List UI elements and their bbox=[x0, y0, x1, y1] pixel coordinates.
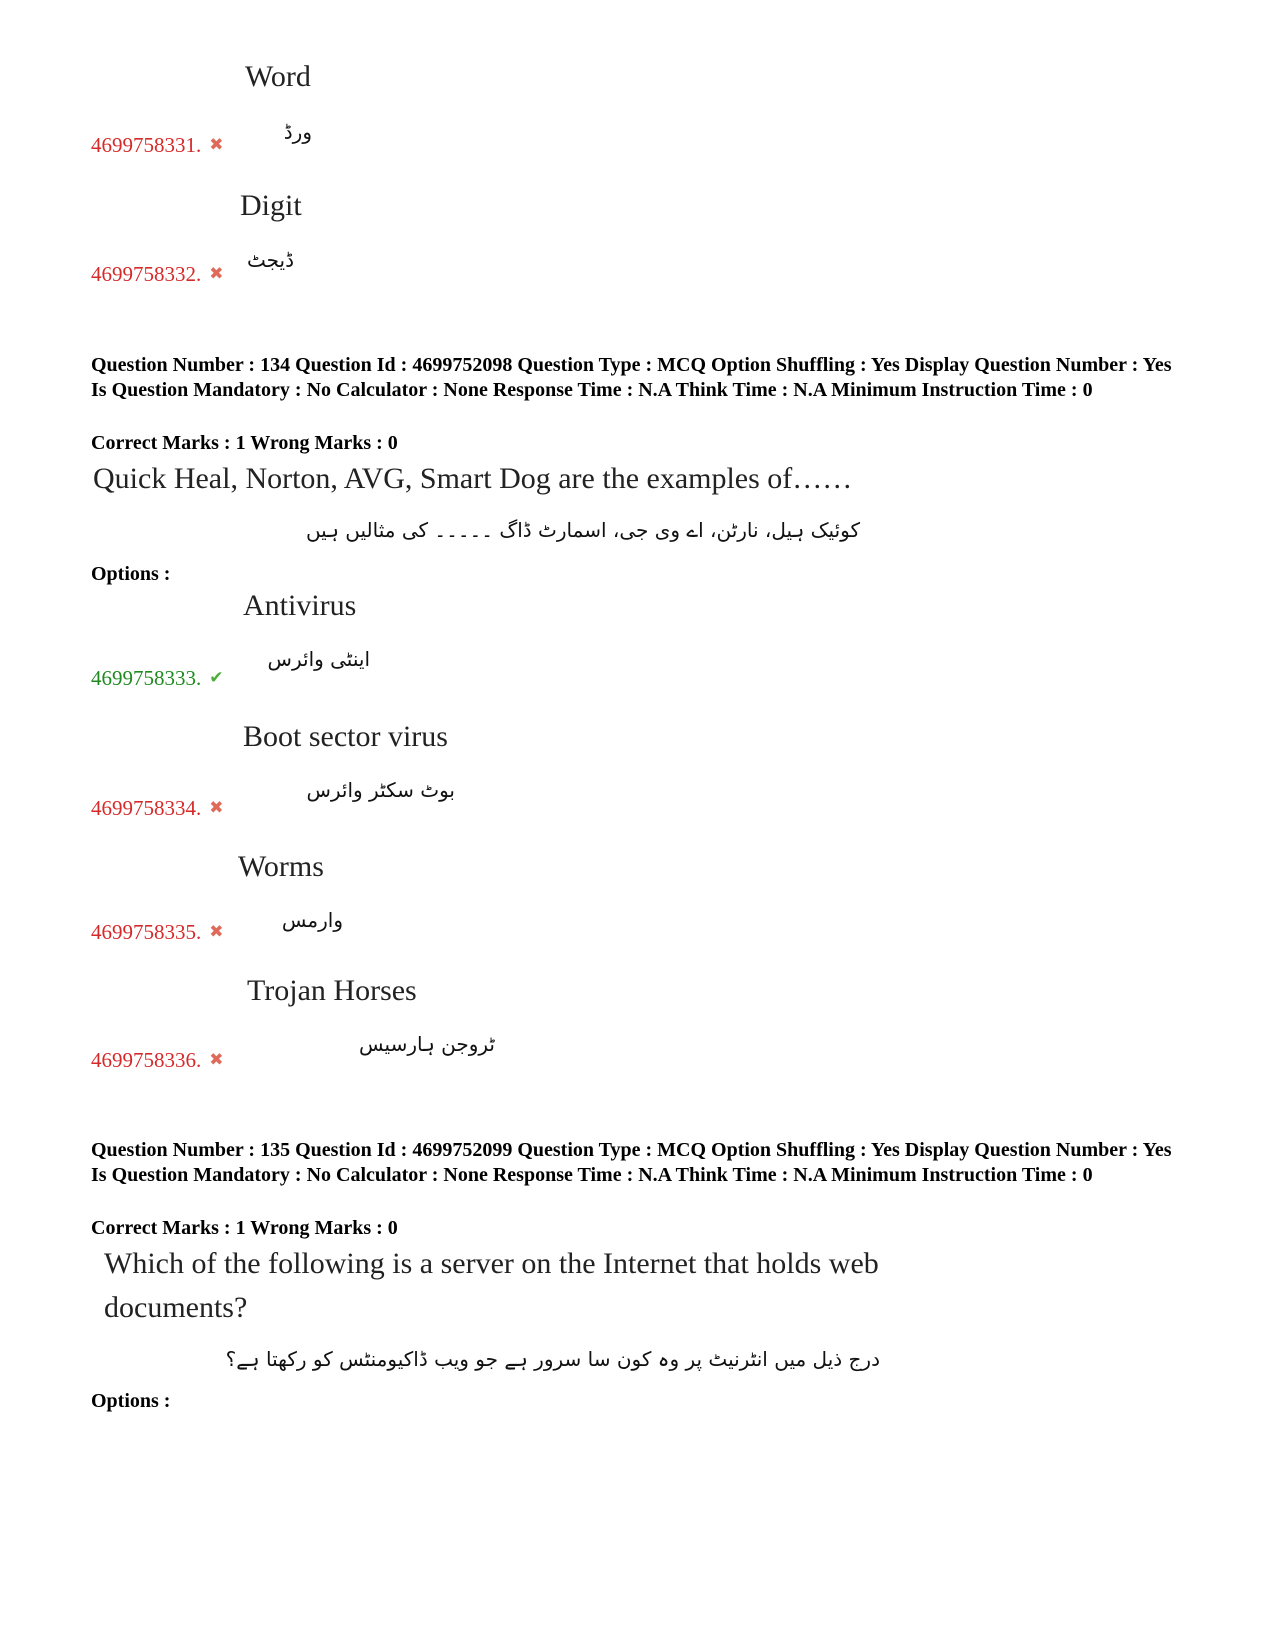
option-id-text: 4699758332. bbox=[91, 262, 202, 286]
option-text-en: Trojan Horses bbox=[247, 974, 417, 1007]
option-id bbox=[91, 666, 224, 690]
option-text-ur: ورڈ bbox=[283, 120, 312, 144]
question-marks: Correct Marks : 1 Wrong Marks : 0 bbox=[91, 432, 398, 454]
question-text-en: Which of the following is a server on the Internet that holds web documents? bbox=[104, 1247, 879, 1324]
wrong-mark-icon: ✖ bbox=[209, 264, 224, 283]
question-text-en: Quick Heal, Norton, AVG, Smart Dog are the examples of…… bbox=[93, 462, 853, 495]
option-text-ur: ٹروجن ہارسیس bbox=[359, 1032, 495, 1056]
options-label: Options : bbox=[91, 563, 171, 585]
option-id bbox=[91, 262, 224, 286]
option-text-ur: ڈیجٹ bbox=[246, 248, 294, 272]
option-id bbox=[91, 920, 224, 944]
options-label: Options : bbox=[91, 1390, 171, 1412]
wrong-mark-icon: ✖ bbox=[209, 135, 224, 154]
option-text-ur: وارمس bbox=[281, 908, 343, 932]
correct-mark-icon: ✔ bbox=[209, 668, 224, 687]
option-id-text: 4699758335. bbox=[91, 920, 202, 944]
option-text-en: Boot sector virus bbox=[243, 720, 448, 753]
option-text-en: Antivirus bbox=[243, 589, 357, 622]
option-text-en: Word bbox=[245, 60, 311, 93]
wrong-mark-icon: ✖ bbox=[209, 798, 224, 817]
option-id-text: 4699758336. bbox=[91, 1048, 202, 1072]
question-meta: Question Number : 134 Question Id : 4699752098 Question Type : MCQ Option Shuffling : Yes Display Question Number : Yes Is Question Mandatory : No Calculator : None Response Time : N.A Think Time : N.A Minimum Instruction Time : 0 bbox=[91, 354, 1172, 401]
question-marks: Correct Marks : 1 Wrong Marks : 0 bbox=[91, 1217, 398, 1239]
option-text-ur: اینٹی وائرس bbox=[267, 647, 370, 671]
option-id bbox=[91, 133, 224, 157]
question-text-ur: کوئیک ہیل، نارٹن، اے وی جی، اسمارٹ ڈاگ ۔۔۔۔۔ کی مثالیں ہیں bbox=[305, 518, 860, 542]
option-id bbox=[91, 796, 224, 820]
option-text-en: Worms bbox=[238, 850, 324, 883]
wrong-mark-icon: ✖ bbox=[209, 1050, 224, 1069]
option-id bbox=[91, 1048, 224, 1072]
option-id-text: 4699758333. bbox=[91, 666, 202, 690]
option-id-text: 4699758331. bbox=[91, 133, 202, 157]
question-meta: Question Number : 135 Question Id : 4699752099 Question Type : MCQ Option Shuffling : Yes Display Question Number : Yes Is Question Mandatory : No Calculator : None Response Time : N.A Think Time : N.A Minimum Instruction Time : 0 bbox=[91, 1139, 1172, 1186]
option-text-en: Digit bbox=[240, 189, 302, 222]
option-text-ur: بوٹ سکٹر وائرس bbox=[306, 778, 455, 802]
question-text-ur: درج ذیل میں انٹرنیٹ پر وہ کون سا سرور ہے جو ویب ڈاکیومنٹس کو رکھتا ہے؟ bbox=[225, 1347, 880, 1371]
wrong-mark-icon: ✖ bbox=[209, 922, 224, 941]
option-id-text: 4699758334. bbox=[91, 796, 202, 820]
